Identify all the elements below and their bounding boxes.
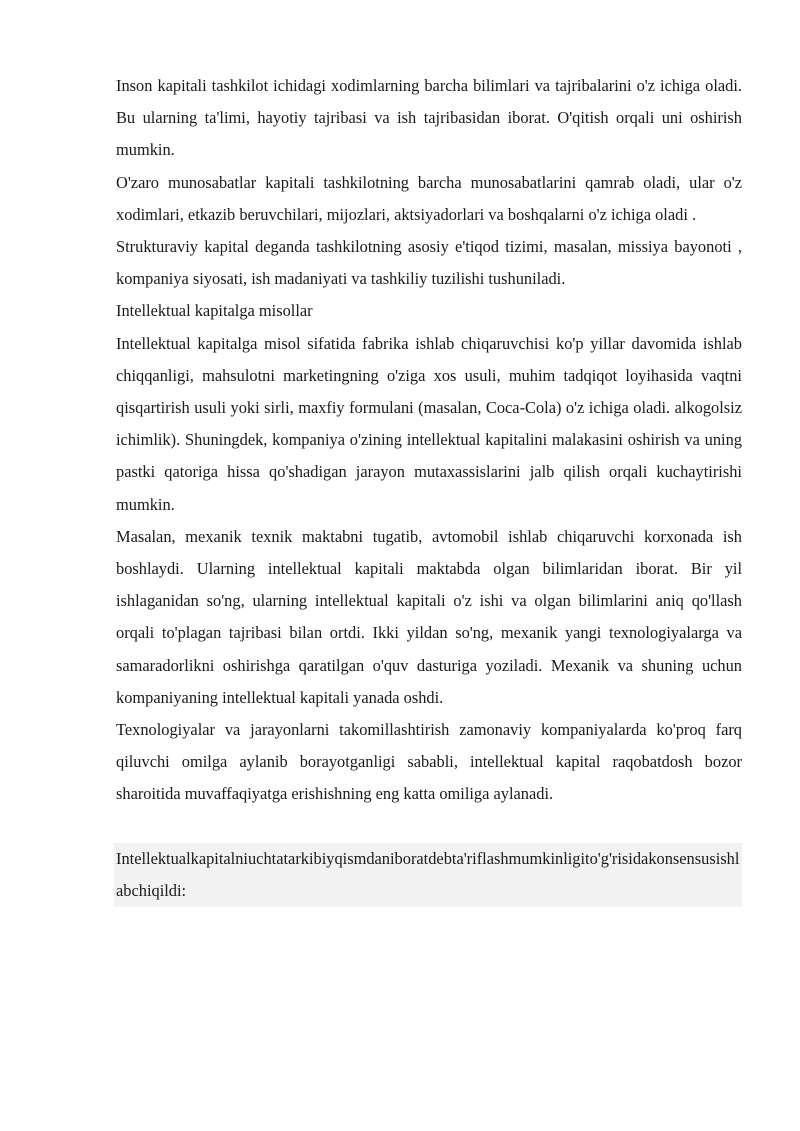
- paragraph-structural-capital: Strukturaviy kapital deganda tashkilotning asosiy e'tiqod tizimi, masalan, missiya bayonoti , kompaniya siyosati, ish madaniyati va tashkiliy tuzilishi tushuniladi.: [116, 237, 742, 289]
- paragraph-relational-capital: O'zaro munosabatlar kapitali tashkilotning barcha munosabatlarini qamrab oladi, ular o'z xodimlari, etkazib beruvchilari, mijozlari, aktsiyadorlari va boshqalarni o'z ichiga oladi .: [116, 172, 742, 224]
- blank-line: [116, 811, 742, 843]
- paragraph-technology: Texnologiyalar va jarayonlarni takomillashtirish zamonaviy kompaniyalarda ko'proq farq qiluvchi omilga aylanib borayotganligi sababli, intellektual kapital raqobatdosh bozor sharoitida muvaffaqiyatga erishishning eng katta omiliga aylanadi.: [116, 720, 742, 804]
- paragraph-mechanic-example: Masalan, mexanik texnik maktabni tugatib, avtomobil ishlab chiqaruvchi korxonada ish boshlaydi. Ularning intellektual kapitali maktabda olgan bilimlaridan iborat. Bir yil ishlaganidan so'ng, ularning intellektual kapitali o'z ishi va olgan bilimlarini aniq qo'llash orqali to'plagan tajribasi bilan ortdi. Ikki yildan so'ng, mexanik yangi texnologiyalarga va samaradorlikni oshirishga qaratilgan o'quv dasturiga yoziladi. Mexanik va shuning uchun kompaniyaning intellektual kapitali yanada oshdi.: [116, 526, 742, 707]
- document-page: [116, 70, 742, 907]
- paragraph-human-capital: Inson kapitali tashkilot ichidagi xodimlarning barcha bilimlari va tajribalarini o'z ichiga oladi. Bu ularning ta'limi, hayotiy tajribasi va ish tajribasidan iborat. O'qitish orqali uni oshirish mumkin.: [116, 76, 742, 160]
- paragraph-examples: Intellektual kapitalga misol sifatida fabrika ishlab chiqaruvchisi ko'p yillar davomida ishlab chiqqanligi, mahsulotni marketingning o'ziga xos usuli, muhim tadqiqot loyihasida vaqtni qisqartirish usuli yoki sirli, maxfiy formulani (masalan, Coca-Cola) o'z ichiga oladi. alkogolsiz ichimlik). Shuningdek, kompaniya o'zining intellektual kapitalini malakasini oshirish va uning pastki qatoriga hissa qo'shadigan jarayon mutaxassislarini jalb qilish orqali kuchaytirishi mumkin.: [116, 333, 742, 514]
- shaded-paragraph-consensus: Intellektualkapitalniuchtatarkibiyqismdaniboratdebta'riflashmumkinligito'g'risidakonsensusishlabchiqildi:: [114, 843, 742, 907]
- section-heading-examples: Intellektual kapitalga misollar: [116, 301, 313, 321]
